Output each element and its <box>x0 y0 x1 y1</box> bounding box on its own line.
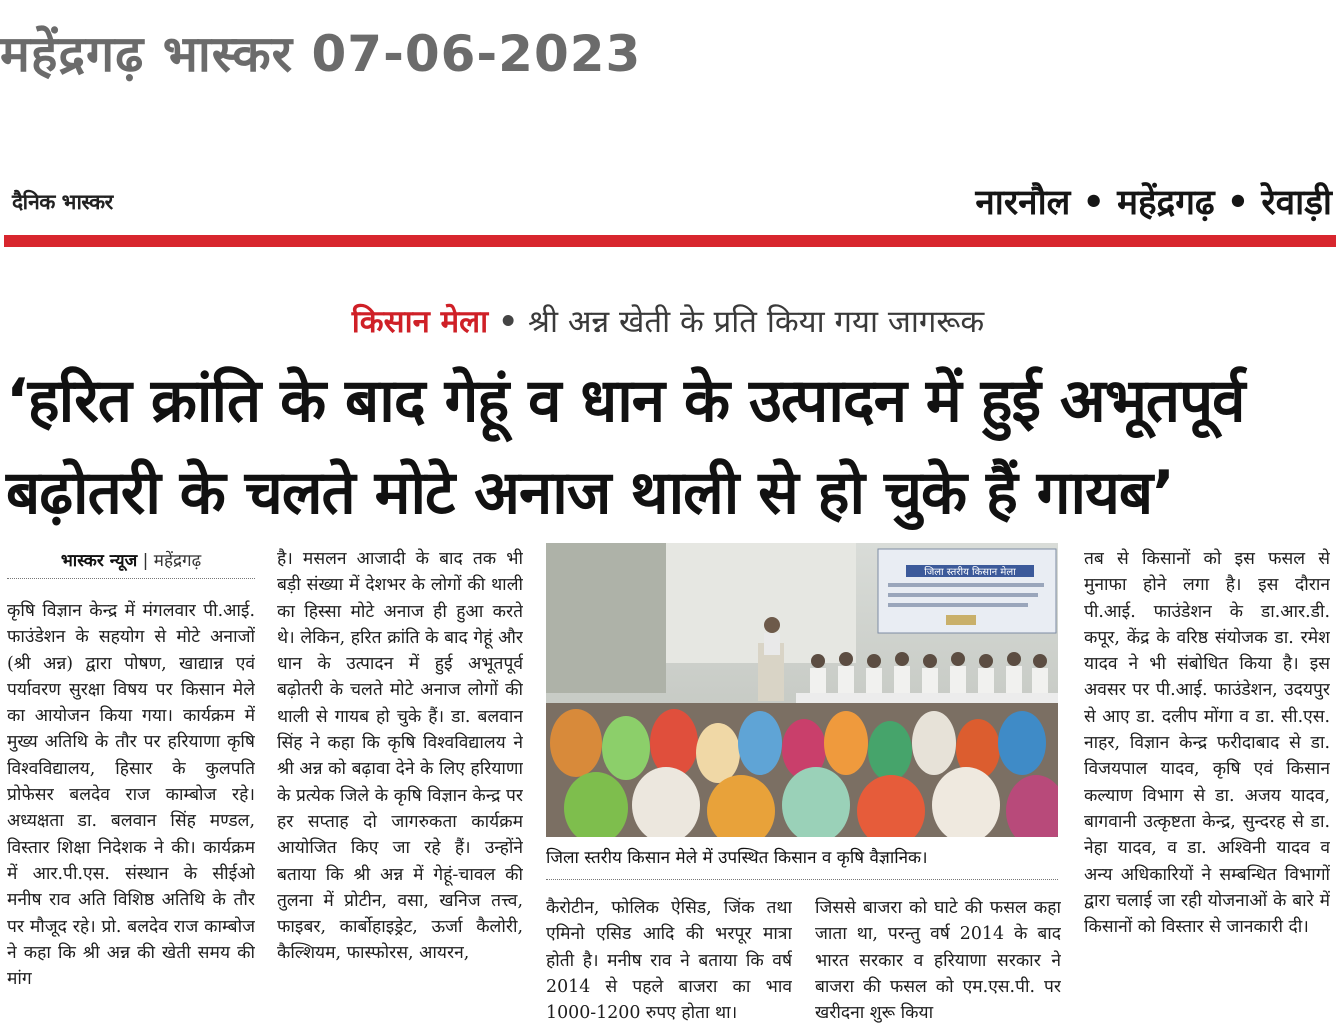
kicker-separator: • <box>498 304 519 340</box>
article-column-5: तब से किसानों को इस फसल से मुनाफा होने लगा है। इस दौरान पी.आई. फाउंडेशन के डा.आर.डी. कपूर, केंद्र के वरिष्ठ संयोजक डा. रमेश यादव ने भी संबोधित किया है। इस अवसर पर पी.आई. फाउंडेशन, उदयपुर से आए डा. दलीप मोंगा व डा. सी.एस. नाहर, विज्ञान केन्द्र फरीदाबाद से डा. विजयपाल यादव, कृषि एवं किसान कल्याण विभाग से डा. अजय यादव, बागवानी उत्कृष्टता केन्द्र, सुन्दरह से डा. नेहा यादव, व डा. अश्विनी यादव व अन्य अधिकारियों ने सम्बन्धित विभागों द्वारा चलाई जा रही योजनाओं के बारे में किसानों को विस्तार से जानकारी दी। <box>1084 549 1330 938</box>
kicker-text: श्री अन्न खेती के प्रति किया गया जागरूक <box>528 304 985 340</box>
event-photo <box>546 543 1058 837</box>
byline-place: महेंद्रगढ़ <box>153 551 202 571</box>
article-column-1: कृषि विज्ञान केन्द्र में मंगलवार पी.आई. फाउंडेशन के सहयोग से मोटे अनाजों (श्री अन्न) द्वारा पोषण, खाद्यान्न एवं पर्यावरण सुरक्षा विषय पर किसान मेले का आयोजन किया गया। कार्यक्रम में मुख्य अतिथि के तौर पर हरियाणा कृषि विश्वविद्यालय, हिसार के कुलपति प्रोफेसर बलदेव राज काम्बोज रहे। अध्यक्षता डा. बलवान सिंह मण्डल, विस्तार शिक्षा निदेशक ने की। कार्यक्रम में आर.पी.एस. संस्थान के सीईओ मनीष राव अति विशिष्ठ अतिथि के तौर पर मौजूद रहे। प्रो. बलदेव राज काम्बोज ने कहा कि श्री अन्न की खेती समय की मांग <box>7 601 255 990</box>
article-column-4: जिससे बाजरा को घाटे की फसल कहा जाता था, परन्तु वर्ष 2014 के बाद भारत सरकार व हरियाणा सरकार ने बाजरा की फसल को एम.एस.पी. पर खरीदना शुरू किया <box>815 898 1061 1024</box>
newspaper-logo: दैनिक भास्कर <box>12 190 113 214</box>
article-column-3: कैरोटीन, फोलिक ऐसिड, जिंक तथा एमिनो एसिड आदि की भरपूर मात्रा होती है। मनीष राव ने बताया कि वर्ष 2014 से पहले बाजरा का भाव 1000-1200 रुपए होता था। <box>546 898 792 1024</box>
byline: भास्कर न्यूज | महेंद्रगढ़ <box>7 548 255 579</box>
banner-text: जिला स्तरीय किसान मेला <box>924 567 1016 578</box>
headline-line-2: बढ़ोतरी के चलते मोटे अनाज थाली से हो चुके हैं गायब’ <box>6 458 1174 528</box>
article-column-2: है। मसलन आजादी के बाद तक भी बड़ी संख्या में देशभर के लोगों की थाली का हिस्सा मोटे अनाज ही हुआ करते थे। लेकिन, हरित क्रांति के बाद गेहूं और धान के उत्पादन में हुई अभूतपूर्व बढ़ोतरी के चलते मोटे अनाज लोगों की थाली से गायब हो चुके हैं। डा. बलवान सिंह ने कहा कि कृषि विश्वविद्यालय ने श्री अन्न को बढ़ावा देने के लिए हरियाणा के प्रत्येक जिले के कृषि विज्ञान केन्द्र पर हर सप्ताह दो जागरुकता कार्यक्रम आयोजित किए जा रहे हैं। उन्होंने बताया कि श्री अन्न में गेहूं-चावल की तुलना में प्रोटीन, वसा, खनिज तत्त्व, फाइबर, कार्बोहाइड्रेट, ऊर्जा कैलोरी, कैल्शियम, फास्फोरस, आयरन, <box>277 549 523 964</box>
byline-agency: भास्कर न्यूज <box>60 551 138 571</box>
event-photo-illustration <box>546 543 1058 837</box>
edition-title: नारनौल • महेंद्रगढ़ • रेवाड़ी <box>975 183 1332 223</box>
headline-line-1: ‘हरित क्रांति के बाद गेहूं व धान के उत्पादन में हुई अभूतपूर्व <box>6 366 1245 436</box>
clipping-title: महेंद्रगढ़ भास्कर 07-06-2023 <box>0 25 642 83</box>
kicker <box>0 300 1336 342</box>
masthead-red-rule <box>4 235 1336 247</box>
kicker-label: किसान मेला <box>351 304 489 340</box>
photo-caption: जिला स्तरीय किसान मेले में उपस्थित किसान व कृषि वैज्ञानिक। <box>546 845 1058 880</box>
